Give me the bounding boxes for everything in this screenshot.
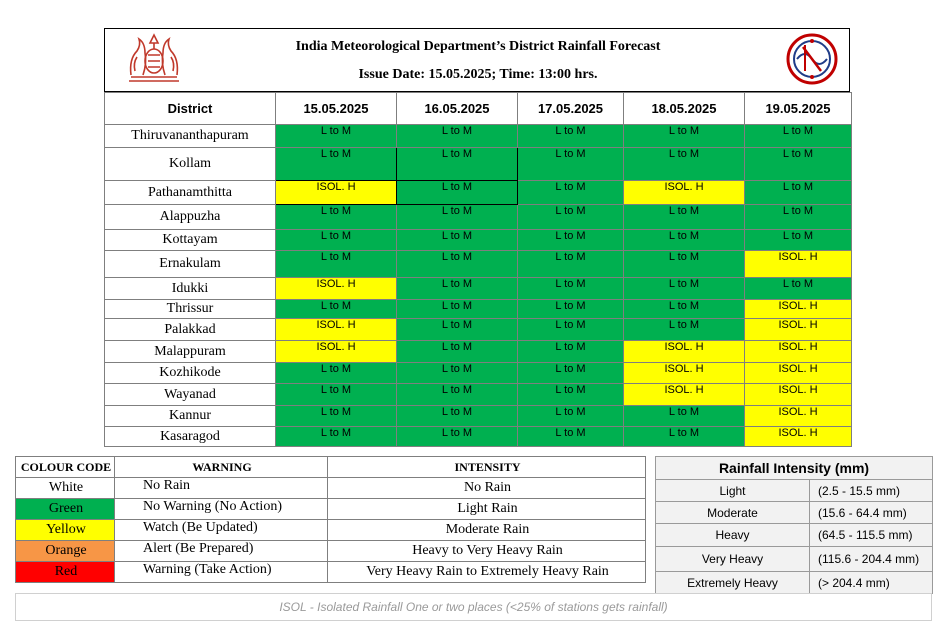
forecast-cell: ISOL. H (745, 427, 852, 447)
district-name: Thrissur (105, 300, 276, 319)
forecast-row (105, 363, 852, 384)
forecast-table (104, 92, 852, 447)
warning-text: Watch (Be Updated) (115, 520, 328, 541)
date-column-header: 15.05.2025 (276, 93, 397, 125)
isol-footnote: ISOL - Isolated Rainfall One or two places (<25% of stations gets rainfall) (15, 593, 932, 621)
intensity-range: (115.6 - 204.4 mm) (810, 547, 933, 572)
forecast-cell: ISOL. H (745, 341, 852, 363)
forecast-cell: L to M (397, 341, 518, 363)
rainfall-intensity-table (655, 456, 933, 594)
forecast-row (105, 406, 852, 427)
legend-row (16, 541, 646, 562)
forecast-row (105, 300, 852, 319)
legend-header-row (16, 457, 646, 478)
forecast-cell: L to M (276, 125, 397, 148)
forecast-cell: L to M (518, 300, 624, 319)
district-name: Palakkad (105, 319, 276, 341)
forecast-cell: L to M (276, 406, 397, 427)
forecast-cell: ISOL. H (276, 319, 397, 341)
district-name: Malappuram (105, 341, 276, 363)
intensity-label: Moderate (656, 502, 810, 524)
forecast-row (105, 278, 852, 300)
forecast-cell: L to M (745, 181, 852, 205)
intensity-range: (> 204.4 mm) (810, 572, 933, 594)
warning-text: Warning (Take Action) (115, 562, 328, 583)
date-column-header: 19.05.2025 (745, 93, 852, 125)
forecast-cell: ISOL. H (624, 384, 745, 406)
intensity-row (656, 502, 933, 524)
intensity-label: Extremely Heavy (656, 572, 810, 594)
forecast-cell: L to M (745, 148, 852, 181)
forecast-header-row (105, 93, 852, 125)
colour-code-swatch: Red (16, 562, 115, 583)
intensity-row (656, 480, 933, 502)
forecast-cell: L to M (624, 278, 745, 300)
forecast-cell: ISOL. H (745, 319, 852, 341)
date-column-header: 18.05.2025 (624, 93, 745, 125)
colour-code-swatch: Orange (16, 541, 115, 562)
forecast-cell: L to M (624, 406, 745, 427)
intensity-range: (2.5 - 15.5 mm) (810, 480, 933, 502)
forecast-cell: L to M (276, 251, 397, 278)
intensity-title-row (656, 457, 933, 480)
forecast-row (105, 251, 852, 278)
forecast-row (105, 230, 852, 251)
forecast-row (105, 427, 852, 447)
forecast-row (105, 384, 852, 406)
forecast-cell: ISOL. H (745, 300, 852, 319)
intensity-text: Heavy to Very Heavy Rain (328, 541, 646, 562)
forecast-cell: L to M (624, 125, 745, 148)
forecast-cell: L to M (518, 319, 624, 341)
warning-text: Alert (Be Prepared) (115, 541, 328, 562)
page-title: India Meteorological Department’s District Rainfall Forecast (295, 39, 661, 54)
colour-code-swatch: Yellow (16, 520, 115, 541)
intensity-title: Rainfall Intensity (mm) (656, 457, 933, 480)
forecast-cell: L to M (518, 406, 624, 427)
issue-date: Issue Date: 15.05.2025; Time: 13:00 hrs. (358, 67, 598, 82)
forecast-cell: L to M (276, 384, 397, 406)
intensity-text: Light Rain (328, 499, 646, 520)
forecast-cell: L to M (518, 205, 624, 230)
legend-row (16, 562, 646, 583)
forecast-row (105, 319, 852, 341)
imd-logo-icon (785, 31, 839, 87)
warning-header: WARNING (115, 457, 328, 478)
intensity-row (656, 547, 933, 572)
forecast-cell: L to M (624, 300, 745, 319)
forecast-cell: L to M (518, 181, 624, 205)
forecast-cell: L to M (624, 205, 745, 230)
forecast-cell: L to M (276, 230, 397, 251)
forecast-cell: L to M (276, 427, 397, 447)
forecast-cell: L to M (518, 363, 624, 384)
forecast-cell: L to M (518, 251, 624, 278)
intensity-row (656, 524, 933, 547)
forecast-cell: ISOL. H (745, 363, 852, 384)
forecast-cell: ISOL. H (276, 181, 397, 205)
colour-code-legend (15, 456, 646, 583)
forecast-cell: L to M (276, 363, 397, 384)
forecast-cell: L to M (397, 406, 518, 427)
forecast-cell: L to M (276, 205, 397, 230)
forecast-header (104, 28, 850, 92)
district-name: Kasaragod (105, 427, 276, 447)
intensity-header: INTENSITY (328, 457, 646, 478)
intensity-text: Moderate Rain (328, 520, 646, 541)
date-column-header: 17.05.2025 (518, 93, 624, 125)
intensity-label: Light (656, 480, 810, 502)
warning-text: No Warning (No Action) (115, 499, 328, 520)
forecast-row (105, 148, 852, 181)
forecast-cell: L to M (397, 251, 518, 278)
district-name: Kozhikode (105, 363, 276, 384)
forecast-cell: L to M (276, 300, 397, 319)
forecast-cell: ISOL. H (624, 363, 745, 384)
forecast-cell: L to M (745, 205, 852, 230)
forecast-cell: L to M (397, 363, 518, 384)
forecast-cell: L to M (518, 341, 624, 363)
forecast-cell: ISOL. H (745, 406, 852, 427)
forecast-row (105, 181, 852, 205)
forecast-row (105, 341, 852, 363)
forecast-row (105, 205, 852, 230)
intensity-text: No Rain (328, 478, 646, 499)
forecast-cell: L to M (518, 148, 624, 181)
forecast-cell: L to M (397, 205, 518, 230)
legend-row (16, 478, 646, 499)
intensity-text: Very Heavy Rain to Extremely Heavy Rain (328, 562, 646, 583)
district-name: Wayanad (105, 384, 276, 406)
forecast-cell: ISOL. H (624, 181, 745, 205)
district-name: Alappuzha (105, 205, 276, 230)
forecast-cell: L to M (745, 125, 852, 148)
intensity-row (656, 572, 933, 594)
forecast-cell: L to M (624, 319, 745, 341)
forecast-cell: L to M (397, 125, 518, 148)
forecast-cell: ISOL. H (745, 251, 852, 278)
forecast-cell: L to M (745, 278, 852, 300)
forecast-cell: L to M (397, 181, 518, 205)
forecast-cell: L to M (397, 230, 518, 251)
forecast-cell: L to M (397, 319, 518, 341)
district-name: Kollam (105, 148, 276, 181)
forecast-cell: ISOL. H (624, 341, 745, 363)
district-name: Ernakulam (105, 251, 276, 278)
forecast-row (105, 125, 852, 148)
forecast-cell: L to M (745, 230, 852, 251)
date-column-header: 16.05.2025 (397, 93, 518, 125)
district-name: Kottayam (105, 230, 276, 251)
forecast-cell: ISOL. H (276, 341, 397, 363)
district-name: Kannur (105, 406, 276, 427)
district-name: Thiruvananthapuram (105, 125, 276, 148)
intensity-range: (15.6 - 64.4 mm) (810, 502, 933, 524)
forecast-cell: L to M (397, 148, 518, 181)
district-name: Pathanamthitta (105, 181, 276, 205)
forecast-cell: L to M (518, 384, 624, 406)
forecast-cell: L to M (397, 278, 518, 300)
colour-code-swatch: Green (16, 499, 115, 520)
legend-row (16, 520, 646, 541)
colour-code-swatch: White (16, 478, 115, 499)
intensity-label: Heavy (656, 524, 810, 547)
forecast-cell: L to M (624, 230, 745, 251)
forecast-cell: L to M (518, 278, 624, 300)
forecast-cell: L to M (624, 427, 745, 447)
district-column-header: District (105, 93, 276, 125)
forecast-cell: L to M (397, 384, 518, 406)
warning-text: No Rain (115, 478, 328, 499)
forecast-cell: L to M (518, 230, 624, 251)
district-name: Idukki (105, 278, 276, 300)
forecast-cell: L to M (624, 251, 745, 278)
forecast-cell: ISOL. H (276, 278, 397, 300)
forecast-cell: L to M (397, 300, 518, 319)
forecast-cell: L to M (518, 125, 624, 148)
forecast-cell: ISOL. H (745, 384, 852, 406)
legend-row (16, 499, 646, 520)
forecast-cell: L to M (397, 427, 518, 447)
colour-code-header: COLOUR CODE (16, 457, 115, 478)
forecast-cell: L to M (518, 427, 624, 447)
intensity-label: Very Heavy (656, 547, 810, 572)
forecast-cell: L to M (276, 148, 397, 181)
forecast-cell: L to M (624, 148, 745, 181)
intensity-range: (64.5 - 115.5 mm) (810, 524, 933, 547)
